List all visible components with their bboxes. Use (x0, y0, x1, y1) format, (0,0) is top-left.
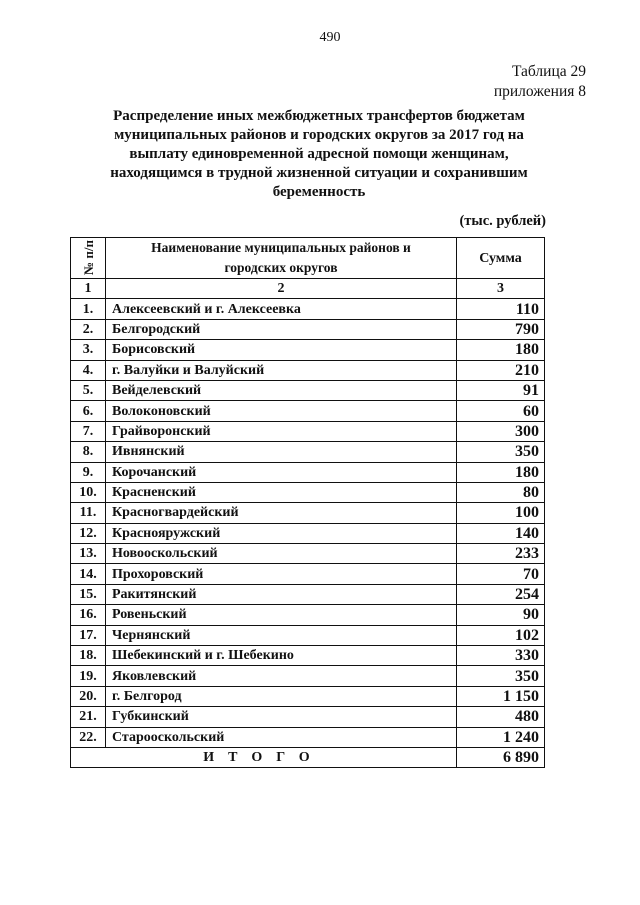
row-name: Красногвардейский (106, 503, 457, 523)
row-name: Яковлевский (106, 666, 457, 686)
row-number: 15. (71, 584, 106, 604)
row-number: 16. (71, 605, 106, 625)
row-number: 17. (71, 625, 106, 645)
table-row (71, 727, 545, 747)
row-name: Ивнянский (106, 442, 457, 462)
row-number: 21. (71, 707, 106, 727)
row-name: Чернянский (106, 625, 457, 645)
row-sum: 100 (457, 503, 545, 523)
row-number: 2. (71, 319, 106, 339)
row-number: 12. (71, 523, 106, 543)
row-name: г. Валуйки и Валуйский (106, 360, 457, 380)
row-number: 18. (71, 646, 106, 666)
row-name: Красненский (106, 482, 457, 502)
row-sum: 70 (457, 564, 545, 584)
title-line: выплату единовременной адресной помощи женщинам, (129, 146, 509, 162)
row-name: Вейделевский (106, 380, 457, 400)
row-number: 11. (71, 503, 106, 523)
column-index: 2 (106, 279, 457, 299)
title-line: беременность (272, 184, 366, 200)
row-sum: 140 (457, 523, 545, 543)
row-sum: 180 (457, 340, 545, 360)
total-row (71, 747, 545, 767)
row-sum: 102 (457, 625, 545, 645)
table-row (71, 544, 545, 564)
table-row (71, 401, 545, 421)
table-row (71, 360, 545, 380)
row-sum: 1 150 (457, 686, 545, 706)
table-row (71, 707, 545, 727)
row-number: 8. (71, 442, 106, 462)
table-row (71, 421, 545, 441)
table-row (71, 625, 545, 645)
table-row (71, 319, 545, 339)
row-name: Ровеньский (106, 605, 457, 625)
row-name: Новооскольский (106, 544, 457, 564)
table-row (71, 380, 545, 400)
row-sum: 90 (457, 605, 545, 625)
header-number: № п/п (71, 238, 106, 279)
row-number: 22. (71, 727, 106, 747)
table-row (71, 564, 545, 584)
row-sum: 180 (457, 462, 545, 482)
title-line: находящимся в трудной жизненной ситуации и сохранившим (110, 165, 528, 181)
row-sum: 80 (457, 482, 545, 502)
row-name: Белгородский (106, 319, 457, 339)
table-row (71, 442, 545, 462)
header-sum: Сумма (457, 238, 545, 279)
row-number: 14. (71, 564, 106, 584)
row-sum: 210 (457, 360, 545, 380)
table-reference-line2: приложения 8 (493, 83, 586, 100)
row-name: Ракитянский (106, 584, 457, 604)
table-row (71, 584, 545, 604)
table-header-row (71, 238, 545, 279)
row-number: 1. (71, 299, 106, 319)
row-sum: 1 240 (457, 727, 545, 747)
row-sum: 233 (457, 544, 545, 564)
row-sum: 330 (457, 646, 545, 666)
row-sum: 350 (457, 666, 545, 686)
row-name: Корочанский (106, 462, 457, 482)
row-name: Грайворонский (106, 421, 457, 441)
table-row (71, 340, 545, 360)
allocation-table (70, 237, 545, 768)
row-name: Краснояружский (106, 523, 457, 543)
row-name: Прохоровский (106, 564, 457, 584)
row-name: Алексеевский и г. Алексеевка (106, 299, 457, 319)
table-reference-line1: Таблица 29 (511, 63, 586, 80)
table-row (71, 523, 545, 543)
row-number: 13. (71, 544, 106, 564)
row-number: 10. (71, 482, 106, 502)
header-name: Наименование муниципальных районов и городских округов (106, 238, 457, 279)
row-sum: 350 (457, 442, 545, 462)
row-number: 9. (71, 462, 106, 482)
column-index: 3 (457, 279, 545, 299)
title-line: муниципальных районов и городских округов за 2017 год на (114, 127, 524, 143)
table-row (71, 462, 545, 482)
row-number: 20. (71, 686, 106, 706)
total-label: ИТОГО (71, 747, 457, 767)
table-row (71, 299, 545, 319)
title-line: Распределение иных межбюджетных трансфертов бюджетам (113, 108, 525, 124)
row-sum: 300 (457, 421, 545, 441)
table-row (71, 605, 545, 625)
row-name: Губкинский (106, 707, 457, 727)
row-name: Шебекинский и г. Шебекино (106, 646, 457, 666)
row-name: Старооскольский (106, 727, 457, 747)
row-number: 7. (71, 421, 106, 441)
units-label: (тыс. рублей) (459, 213, 546, 229)
row-name: г. Белгород (106, 686, 457, 706)
row-sum: 91 (457, 380, 545, 400)
total-sum: 6 890 (457, 747, 545, 767)
table-row (71, 503, 545, 523)
document-title (70, 107, 568, 202)
row-number: 4. (71, 360, 106, 380)
row-number: 5. (71, 380, 106, 400)
page-number: 490 (319, 30, 341, 45)
row-sum: 480 (457, 707, 545, 727)
table-row (71, 686, 545, 706)
row-sum: 60 (457, 401, 545, 421)
table-row (71, 666, 545, 686)
row-name: Борисовский (106, 340, 457, 360)
row-sum: 254 (457, 584, 545, 604)
column-index-row (71, 279, 545, 299)
table-row (71, 646, 545, 666)
table-row (71, 482, 545, 502)
row-number: 3. (71, 340, 106, 360)
row-sum: 790 (457, 319, 545, 339)
row-number: 19. (71, 666, 106, 686)
row-sum: 110 (457, 299, 545, 319)
row-number: 6. (71, 401, 106, 421)
column-index: 1 (71, 279, 106, 299)
table-reference (494, 62, 586, 102)
row-name: Волоконовский (106, 401, 457, 421)
